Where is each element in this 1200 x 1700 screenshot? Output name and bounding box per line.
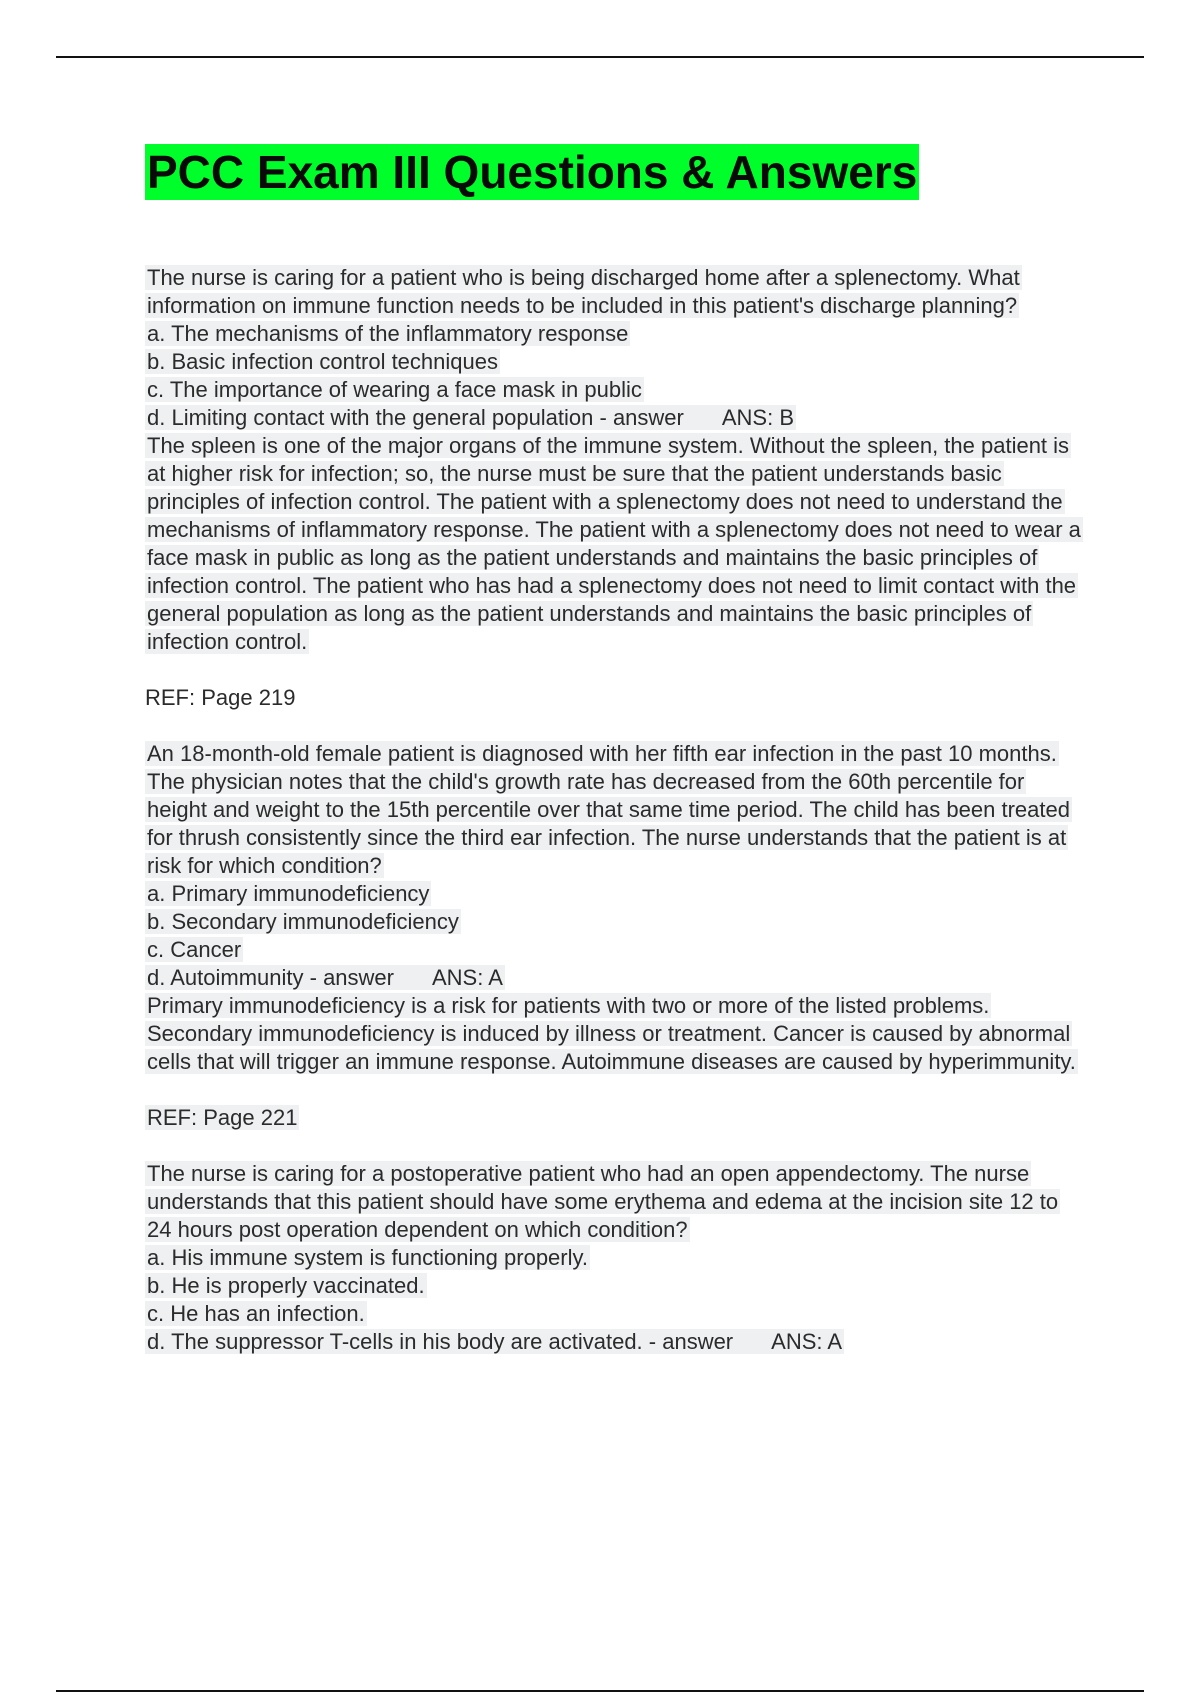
reference: REF: Page 221 — [147, 1105, 298, 1130]
option-c: c. The importance of wearing a face mask in public — [147, 377, 642, 402]
question-block-2 — [145, 740, 1085, 1160]
bottom-rule — [56, 1690, 1144, 1692]
option-b: b. He is properly vaccinated. — [147, 1273, 425, 1298]
rationale: The spleen is one of the major organs of the immune system. Without the spleen, the patient is at higher risk for infection; so, the nurse must be sure that the patient understands basic principles of infection control. The patient with a splenectomy does not need to understand the mechanisms of inflammatory response. The patient with a splenectomy does not need to wear a face mask in public as long as the patient understands and maintains the basic principles of infection control. The patient who has had a splenectomy does not need to limit contact with the general population as long as the patient understands and maintains the basic principles of infection control. — [147, 433, 1081, 654]
option-a: a. Primary immunodeficiency — [147, 881, 430, 906]
option-a: a. The mechanisms of the inflammatory response — [147, 321, 629, 346]
option-d: d. Autoimmunity - answer — [147, 965, 394, 990]
option-b: b. Secondary immunodeficiency — [147, 909, 459, 934]
reference: REF: Page 219 — [145, 685, 296, 710]
option-d: d. Limiting contact with the general population - answer — [147, 405, 684, 430]
document-body — [145, 144, 1085, 1356]
answer-key: ANS: A — [431, 965, 503, 990]
question-stem: The nurse is caring for a postoperative patient who had an open appendectomy. The nurse understands that this patient should have some erythema and edema at the incision site 12 to 24 hours post operation dependent on which condition? — [147, 1161, 1059, 1242]
document-title: PCC Exam III Questions & Answers — [147, 146, 918, 198]
option-b: b. Basic infection control techniques — [147, 349, 498, 374]
answer-key: ANS: B — [721, 405, 795, 430]
answer-key: ANS: A — [771, 1329, 843, 1354]
option-c: c. Cancer — [147, 937, 242, 962]
option-a: a. His immune system is functioning properly. — [147, 1245, 588, 1270]
question-stem: An 18-month-old female patient is diagnosed with her fifth ear infection in the past 10 months. The physician notes that the child's growth rate has decreased from the 60th percentile for height and weight to the 15th percentile over that same time period. The child has been treated for thrush consistently since the third ear infection. The nurse understands that the patient is at risk for which condition? — [147, 741, 1070, 878]
question-block-1 — [145, 264, 1085, 740]
question-block-3 — [145, 1160, 1085, 1356]
option-d: d. The suppressor T-cells in his body are activated. - answer — [147, 1329, 734, 1354]
question-stem: The nurse is caring for a patient who is being discharged home after a splenectomy. What information on immune function needs to be included in this patient's discharge planning? — [147, 265, 1020, 318]
rationale: Primary immunodeficiency is a risk for patients with two or more of the listed problems. Secondary immunodeficiency is induced by illness or treatment. Cancer is caused by abnormal cells that will trigger an immune response. Autoimmune diseases are caused by hyperimmunity. — [147, 993, 1076, 1074]
top-rule — [56, 56, 1144, 58]
option-c: c. He has an infection. — [147, 1301, 365, 1326]
